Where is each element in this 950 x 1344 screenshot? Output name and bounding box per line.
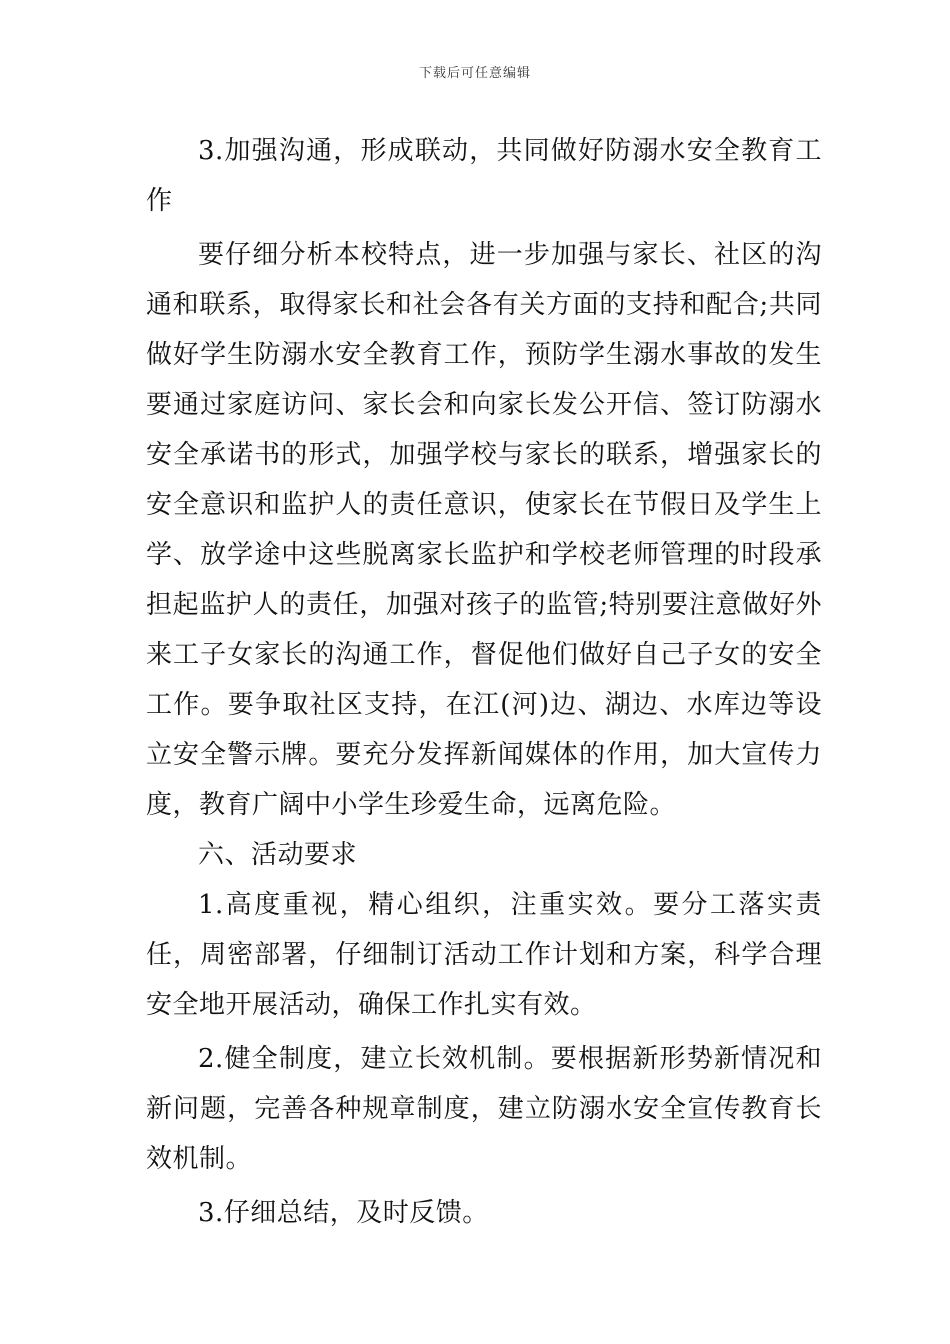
paragraph-requirement-2: 2.健全制度，建立长效机制。要根据新形势新情况和新问题，完善各种规章制度，建立防溺水安全宣传教育长效机制。: [146, 1044, 822, 1174]
paragraph-requirement-3: 3.仔细总结，及时反馈。: [198, 1198, 489, 1228]
section-heading-communication: 3.加强沟通，形成联动，共同做好防溺水安全教育工作: [146, 136, 822, 216]
section-heading-activity-requirements: 六、活动要求: [198, 840, 358, 870]
paragraph-communication-details: 要仔细分析本校特点，进一步加强与家长、社区的沟通和联系，取得家长和社会各有关方面的支持和配合;共同做好学生防溺水安全教育工作，预防学生溺水事故的发生要通过家庭访问、家长会和向家长发公开信、签订防溺水安全承诺书的形式，加强学校与家长的联系，增强家长的安全意识和监护人的责任意识，使家长在节假日及学生上学、放学途中这些脱离家长监护和学校老师管理的时段承担起监护人的责任，加强对孩子的监管;特别要注意做好外来工子女家长的沟通工作，督促他们做好自己子女的安全工作。要争取社区支持，在江(河)边、湖边、水库边等设立安全警示牌。要充分发挥新闻媒体的作用，加大宣传力度，教育广阔中小学生珍爱生命，远离危险。: [146, 240, 822, 820]
document-body: [146, 126, 822, 1238]
page-header: 下载后可任意编辑: [418, 66, 531, 81]
paragraph-requirement-1: 1.高度重视，精心组织，注重实效。要分工落实责任，周密部署，仔细制订活动工作计划和方案，科学合理安全地开展活动，确保工作扎实有效。: [146, 890, 822, 1020]
